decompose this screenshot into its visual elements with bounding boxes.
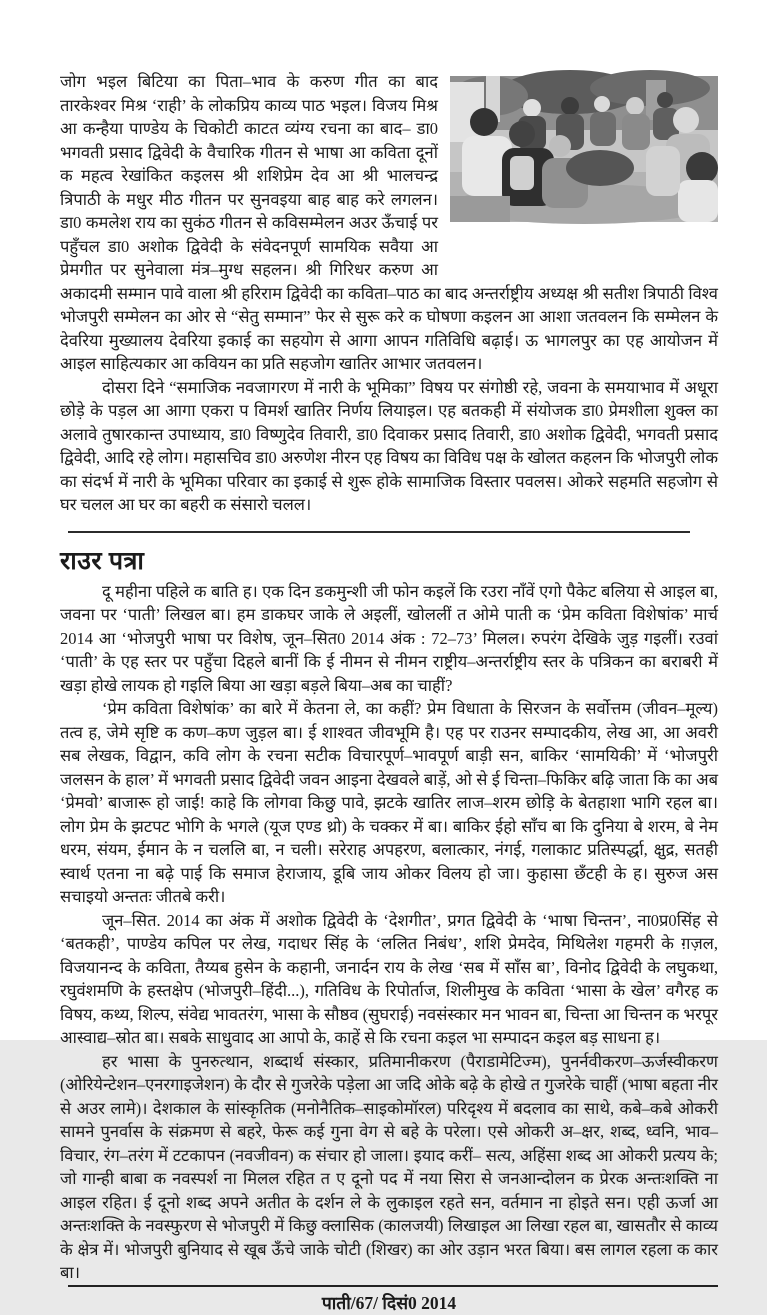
report-paragraph-1: जोग भइल बिटिया का पिता–भाव के करुण गीत का बाद तारकेश्वर मिश्र ‘राही’ के लोकप्रिय काव्य पाठ भइल। विजय मिश्र आ कन्हैया पाण्डेय के चिकोटी काटत व्यंग्य रचना का बाद– डा0 भगवती प्रसाद द्विवेदी के वैचारिक गीतन से भाषा आ कविता दूनों क महत्व रेखांकित कइलस श्री शशिप्रेम देव आ श्री भालचन्द्र त्रिपाठी के मधुर मीठ गीतन पर सुनवइया बाह बाह करे लगलन। डा0 कमलेश राय का सुकंठ गीतन से कविसम्मेलन अउर ऊँचाई पर पहुँचल डा0 अशोक द्विवेदी के संवेदनपूर्ण सामयिक सवैया आ प्रेमगीत पर सुनेवाला मंत्र–मुग्ध सहलन। श्री गिरिधर करुण आ अकादमी सम्मान पावे वाला श्री हरिराम द्विवेदी का कविता–पाठ का बाद अन्तर्राष्ट्रीय अध्यक्ष श्री सतीश त्रिपाठी विश्व भोजपुरी सम्मेलन का ओर से “सेतु सम्मान” फेर से सुरू करे क घोषणा कइलन आ आशा जतवलन कि सम्मेलन के देवरिया मुख्यालय देवरिया इकाई का सहयोग से आगा आपन गतिविधि बढ़ाई। ऊ भागलपुर का एह आयोजन में आइल साहित्यकार आ कवियन का प्रति सहजोग खातिर आभार जतवलन। [60,72,718,373]
report-paragraph-2: दोसरा दिने “समाजिक नवजागरण में नारी के भूमिका” विषय पर संगोष्ठी रहे, जवना के समयाभाव में अधूरा छोड़े के पड़ल आ आगा एकरा प विमर्श खातिर निर्णय लियाइल। एह बतकही में संयोजक डा0 प्रेमशीला शुक्ल का अलावे तुषारकान्त उपाध्याय, डा0 विष्णुदेव तिवारी, डा0 दिवाकर प्रसाद तिवारी, डा0 अशोक द्विवेदी, भगवती प्रसाद द्विवेदी, आदि रहे लोग। महासचिव डा0 अरुणेश नीरन एह विषय का विविध पक्ष के खोलत कहलन कि भोजपुरी लोक का संदर्भ में नारी के भूमिका परिवार का इकाई से शुरू होके सामाजिक विस्तार पवलस। ओकरे सहमति सहजोग से घर चलल आ घर का बहरी क संसारो चलल। [60,377,718,514]
letters-section [60,533,718,1285]
page-number: पाती/67/ दिसं0 2014 [321,1292,457,1313]
report-section [60,70,718,517]
letter-paragraph-2: ‘प्रेम कविता विशेषांक’ का बारे में केतना ले, का कहीं? प्रेम विधाता के सिरजन के सर्वोत्तम (जीवन–मूल्य) तत्व ह, जेमे सृष्टि क कण–कण जुड़ल बा। ई शाश्वत जीवभूमि है। एह पर राउनर सम्पादकीय, लेख आ, आ अवरी सब लेखक, विद्वान, कवि लोग के रचना सटीक विचारपूर्ण–भावपूर्ण बाड़ी सन, बाकिर ‘सामयिकी’ में ‘भोजपुरी जलसन के हाल’ में भगवती प्रसाद द्विवेदी जवन आइना देखवले बाड़ें, ओ से ई चिन्ता–फिकिर बढ़ि जाता कि का अब ‘प्रेमवो’ बाजारू हो जाई! काहे कि लोगवा किछु पावे, झटके खातिर लाज–शरम छोड़ि के बेतहाशा भागि रहल बा। लोग प्रेम के झटपट भोगि के भगले (यूज एण्ड थ्रो) के चक्कर में बा। बाकिर ईहो साँच बा कि दुनिया बे शरम, बे नेम धरम, संयम, ईमान के न चललि बा, न चली। सरेराह अपहरण, बलात्कार, नंगई, गलाकाट प्रतिस्पर्द्धा, क्षुद्र, सतही स्वार्थ एतना ना बढ़े पाई कि समाज हेराजाय, डूबि जाय ओकर विलय हो जा। कुहासा छँटही के ह। सुरुज अस सचाइयो अन्ततः जीतबे करी। [60,699,718,906]
letter-paragraph-1: दू महीना पहिले क बाति ह। एक दिन डकमुन्शी जी फोन कइलें कि रउरा नाँवें एगो पैकेट बलिया से आइल बा, जवना पर ‘पाती’ लिखल बा। हम डाकघर जाके ले अइलीं, खोललीं त ओमे पाती क ‘प्रेम कविता विशेषांक’ मार्च 2014 आ ‘भोजपुरी भाषा पर विशेष, जून–सित0 2014 अंक : 72–73’ मिलल। रुपरंग देखिके जुड़ गइलीं। रउवां ‘पाती’ के एह स्तर पर पहुँचा दिहले बानीं कि ई नीमन से नीमन राष्ट्रीय–अन्तर्राष्ट्रीय स्तर के पत्रिकन का बराबरी में खड़ा होखे लायक हो गइलि बिया आ खड़ा बड़ले बिया–अब का चाहीं? [60,581,718,695]
letter-paragraph-3: जून–सित. 2014 का अंक में अशोक द्विवेदी के ‘देशगीत’, प्रगत द्विवेदी के ‘भाषा चिन्तन’, ना0प्र0सिंह से ‘बतकही’, पाण्डेय कपिल पर लेख, गदाधर सिंह के ‘ललित निबंध’, शशि प्रेमदेव, मिथिलेश गहमरी के ग़ज़ल, विजयानन्द के कविता, तैय्यब हुसेन के कहानी, जनार्दन राय के लेख ‘सब में साँस बा’, विनोद द्विवेदी के लघुकथा, रघुवंशमणि के हस्तक्षेप (भोजपुरी–हिंदी...), गतिविध के रिपोर्ताज, शिलीमुख के कविता ‘भासा के खेल’ वगैरह क विषय, कथ्य, शिल्प, संवेद्य भावतरंग, भासा के सौष्ठव (सुघराई) नवसंस्कार मन भावन बा, चिन्ता आ चिन्तन क भरपूर आस्वाद्य–स्रोत बा। सबके साधुवाद आ आपो के, काहें से कि रचना कइल भा सम्पादन कइल बड़ साधना ह। [60,910,718,1047]
gathering-photo-graphic [450,76,718,222]
letter-paragraph-4: हर भासा के पुनरुत्थान, शब्दार्थ संस्कार, प्रतिमानीकरण (पैराडामेटिज्म), पुनर्नवीकरण–ऊर्जस्वीकरण (ओरियेन्टेशन–एनरगाइजेशन) के दौर से गुजरेके पड़ेला आ जदि ओके बढ़े के होखे त गुजरेके चाहीं (भाषा बहता नीर से अउर लामे)। देशकाल के सांस्कृतिक (मनोनैतिक–साइकोमॉरल) परिदृश्य में बदलाव का साथे, कबे–कबे ओकरी सामने पुनर्वास के संक्रमण से बहरे, फेरू कई गुना वेग से बहे के परेला। एसे ओकरी अ–क्षर, शब्द, ध्वनि, भाव–विचार, रंग–तरंग में टटकापन (नवजीवन) क संचार हो जाला। इयाद करीं– सत्य, अहिंसा शब्द आ ओकरी प्रत्यय के; जो गान्ही बाबा क नवस्पर्श ना मिलल रहित त ए दूनो पद में नया सिरा से जनआन्दोलन क प्रेरक अन्तःशक्ति ना आइल रहित। ई दूनो शब्द अपने अतीत के दर्शन ले के लुकाइल रहते सन, वर्तमान ना होइते सन। एही ऊर्जा आ अन्तःशक्ति के नवस्फुरण से भोजपुरी में किछु क्लासिक (कालजयी) लिखाइल आ लिखा रहल बा, खासतौर से काव्य के क्षेत्र में। भोजपुरी बुनियाद से खूब ऊँचे जाके चोटी (शिखर) का ओर उड़ान भरत बिया। बस लागल रहला क कार बा। [60,1051,718,1282]
gathering-photo [450,76,718,222]
page-footer [60,1285,718,1315]
footer-divider [68,1285,718,1287]
letters-section-heading: राउर पत्रा [60,547,145,575]
